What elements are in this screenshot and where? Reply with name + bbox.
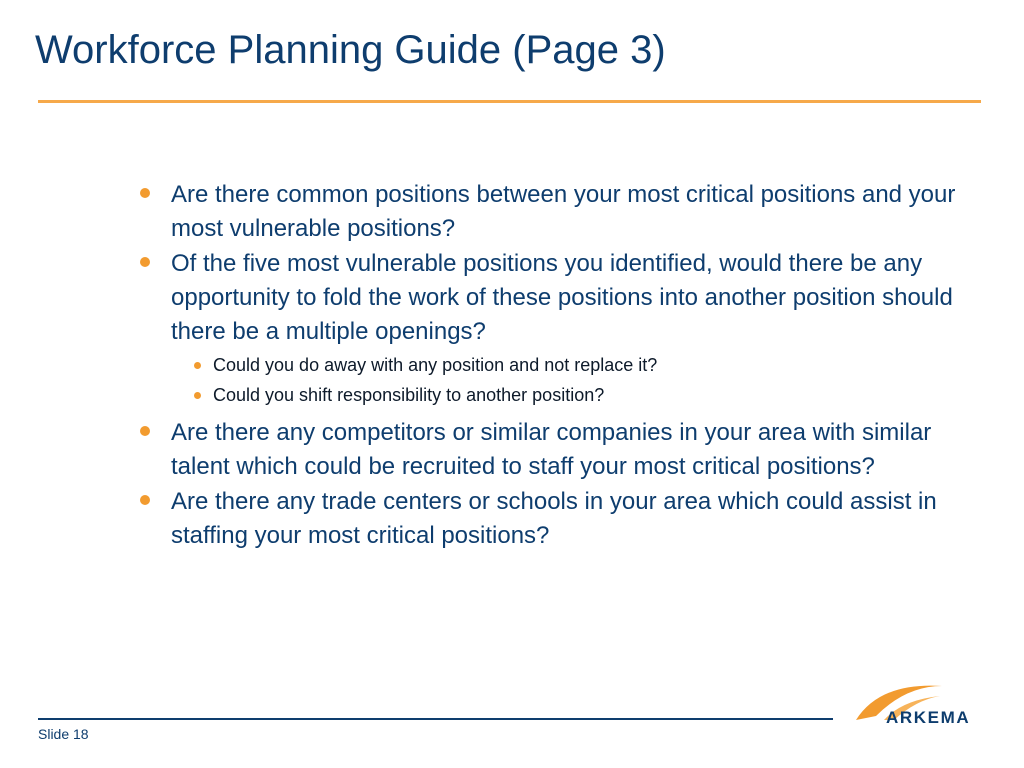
- bullet-item: [138, 247, 988, 410]
- bullet-dot-icon: [140, 188, 150, 198]
- sub-bullet-list: [171, 350, 988, 410]
- bullet-dot-icon: [140, 426, 150, 436]
- bullet-dot-icon: [140, 495, 150, 505]
- sub-bullet-text: Could you shift responsibility to another position?: [213, 385, 605, 405]
- bullet-item: [138, 178, 988, 246]
- sub-bullet-dot-icon: [194, 392, 201, 399]
- slide-number: Slide 18: [38, 726, 89, 742]
- title-divider: [38, 100, 981, 103]
- sub-bullet-dot-icon: [194, 362, 201, 369]
- bullet-text: Are there any trade centers or schools in your area which could assist in staffing your most critical positions?: [171, 488, 937, 549]
- arkema-logo: [850, 676, 985, 728]
- bullet-item: [138, 416, 988, 484]
- sub-bullet-item: [171, 380, 988, 410]
- arkema-wordmark: ARKEMA: [886, 708, 971, 727]
- bullet-text: Are there any competitors or similar companies in your area with similar talent which could be recruited to staff your most critical positions?: [171, 419, 932, 480]
- bullet-item: [138, 485, 988, 553]
- sub-bullet-item: [171, 350, 988, 380]
- sub-bullet-text: Could you do away with any position and not replace it?: [213, 355, 658, 375]
- slide-title: Workforce Planning Guide (Page 3): [35, 28, 666, 72]
- bullet-text: Of the five most vulnerable positions you identified, would there be any opportunity to fold the work of these positions into another position should there be a multiple openings?: [171, 250, 953, 345]
- bullet-text: Are there common positions between your most critical positions and your most vulnerable positions?: [171, 181, 956, 242]
- bullet-dot-icon: [140, 257, 150, 267]
- slide-content: [138, 178, 988, 554]
- footer-divider: [38, 718, 833, 720]
- bullet-list: [138, 178, 988, 553]
